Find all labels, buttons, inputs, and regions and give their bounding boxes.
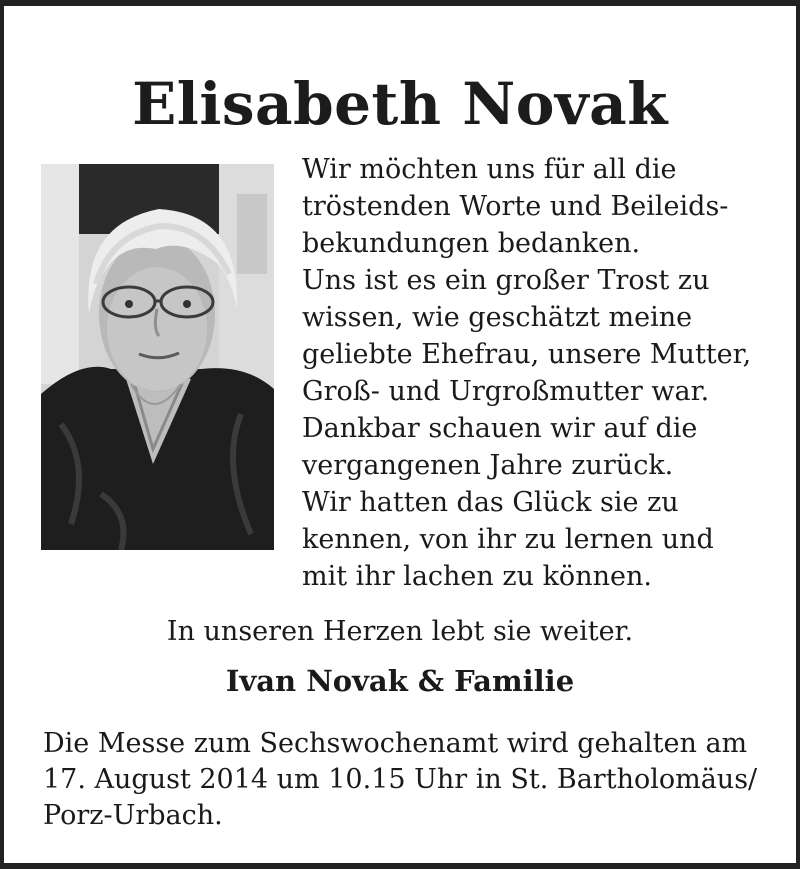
message-line: tröstenden Worte und Beileids- [302,191,729,222]
deceased-name: Elisabeth Novak [132,70,668,138]
message-line: wissen, wie geschätzt meine [302,302,693,333]
notice-line: Porz-Urbach. [43,800,223,831]
message-line: vergangenen Jahre zurück. [302,450,674,481]
notice-line: Die Messe zum Sechswochenamt wird gehalten am [43,728,748,759]
message-line: Uns ist es ein großer Trost zu [302,265,710,296]
message-line: Dankbar schauen wir auf die [302,413,698,444]
message-line: Wir möchten uns für all die [302,154,677,185]
message-line: mit ihr lachen zu können. [302,561,652,592]
family-signature: Ivan Novak & Familie [225,664,575,698]
mass-notice [43,726,783,834]
message-line: Wir hatten das Glück sie zu [302,487,679,518]
message-line: Groß- und Urgroßmutter war. [302,376,710,407]
portrait-photo [41,164,274,550]
closing-line: In unseren Herzen lebt sie weiter. [166,616,634,647]
message-line: geliebte Ehefrau, unsere Mutter, [302,339,752,370]
thank-you-message [302,151,772,595]
portrait-icon [41,164,274,550]
notice-line: 17. August 2014 um 10.15 Uhr in St. Bartholomäus/ [43,764,758,795]
message-line: kennen, von ihr zu lernen und [302,524,714,555]
message-line: bekundungen bedanken. [302,228,641,259]
